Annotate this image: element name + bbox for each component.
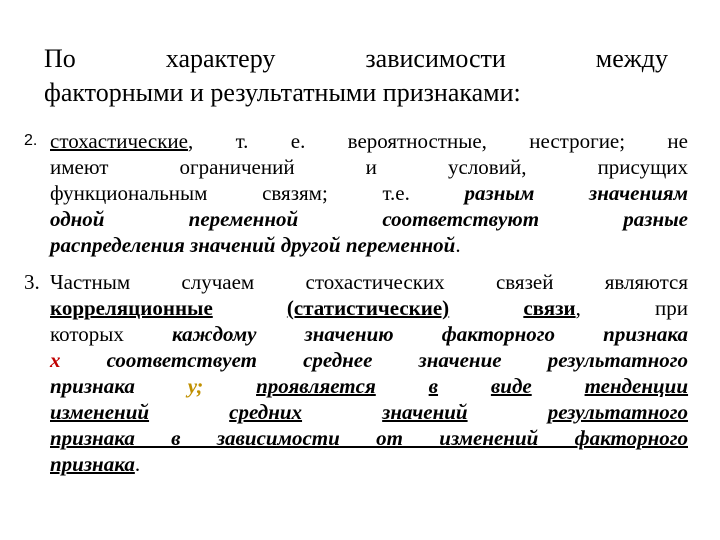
heading-line-2: факторными и результатными признаками: [44,78,521,107]
item-line [50,399,688,425]
text-run: . [455,233,461,257]
item-line [50,180,688,206]
item-line: имеют ограничений и условий, присущих [50,155,688,179]
emphasis-run: соответствует среднее значение результатного [60,348,688,372]
variable-x: х [50,348,61,372]
term-links: связи [523,296,576,320]
item-line [50,451,688,477]
list-marker: 3. [24,270,40,294]
item-line: Частным случаем стохастических связей являются [50,270,688,294]
term-correlation: корреляционные [50,296,213,320]
text-run: , при [575,296,689,320]
emphasis-underlined: тенденции [584,374,689,398]
item-line [50,232,688,258]
emphasis-run: признака [50,374,188,398]
list-marker: 2. [24,132,38,149]
item-line [50,347,688,373]
list-item-3 [24,269,688,477]
item-line [50,373,688,399]
heading-word: зависимости [365,44,506,73]
emphasis-run: разным значениям [464,181,688,205]
heading-line-1 [44,42,668,76]
emphasis-underlined: признака [50,452,135,476]
emphasis-underlined: виде [490,374,532,398]
heading-word: По [44,44,76,73]
item-line [50,128,688,154]
slide-heading [44,42,668,110]
emphasis-run: каждому значению факторного признака [171,322,688,346]
emphasis-underlined: результатного [547,400,689,424]
emphasis-underlined: изменений [50,400,150,424]
list-item-2 [24,128,688,258]
text-run: которых [50,322,172,346]
item-line [50,321,688,347]
variable-y: у; [187,374,204,398]
item-line: одной переменной соответствуют разные [50,207,688,231]
text-run: . [134,452,141,476]
term-stochastic: стохастические [50,129,188,153]
term-statistical: (статистические) [286,296,450,320]
emphasis-run: распределения значений другой переменной [50,233,456,257]
item-line [50,295,688,321]
emphasis-underlined: средних [229,400,303,424]
heading-word: между [595,44,668,73]
emphasis-underlined: проявляется [256,374,376,398]
text-run: функциональным связям; т.е. [50,181,465,205]
emphasis-underlined: в [428,374,439,398]
text-run: , т. е. вероятностные, нестрогие; не [187,129,688,153]
emphasis-underlined: значений [382,400,468,424]
item-line: признака в зависимости от изменений факторного [50,426,688,450]
heading-word: характеру [165,44,276,73]
